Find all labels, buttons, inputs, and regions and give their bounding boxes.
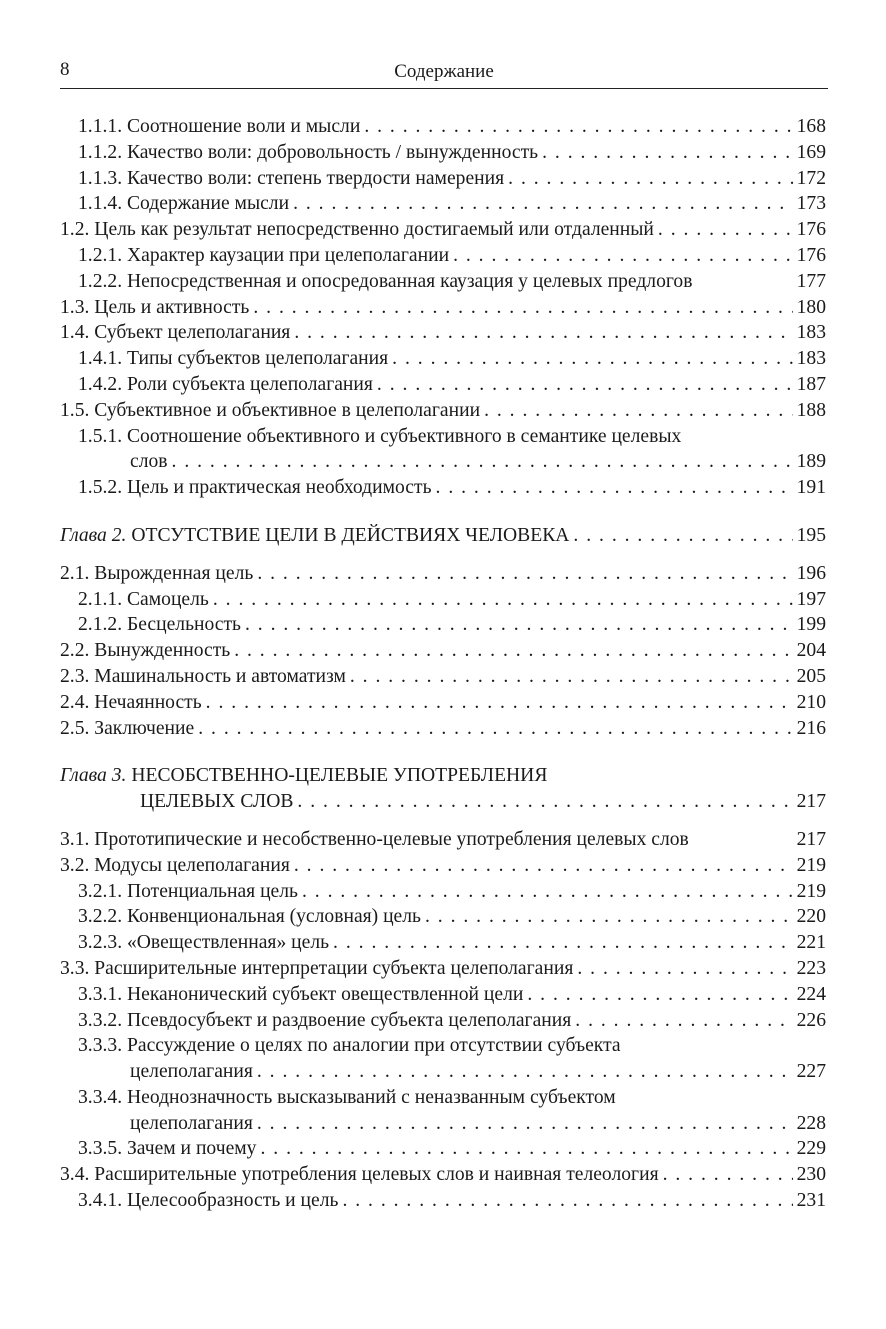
chapter-page: 195	[796, 524, 826, 546]
toc-entry-label: 2.1. Вырожденная цель	[60, 562, 254, 584]
page-number: 8	[60, 59, 70, 80]
toc-entry-label: 2.2. Вынужденность	[60, 640, 231, 662]
toc-entry[interactable]	[60, 140, 826, 166]
toc-entry-label: 3.3.2. Псевдосубъект и раздвоение субъекта целеполагания	[78, 1009, 572, 1031]
chapter-title	[60, 523, 569, 549]
toc-entry-page: 180	[796, 296, 826, 318]
toc-entry-label: 3.3.4. Неоднозначность высказываний с неназванным субъектом	[78, 1086, 616, 1108]
toc-entry-page: 204	[796, 640, 826, 662]
dot-leader	[484, 398, 793, 424]
toc-entry[interactable]	[60, 904, 826, 930]
toc-entry-page: 210	[796, 691, 826, 713]
dot-leader	[257, 1111, 793, 1137]
toc-entry-label: 1.4.2. Роли субъекта целеполагания	[78, 373, 373, 395]
chapter-name: ОТСУТСТВИЕ ЦЕЛИ В ДЕЙСТВИЯХ ЧЕЛОВЕКА	[131, 524, 570, 546]
toc-entry-continuation	[78, 1111, 826, 1137]
toc-entry-page: 173	[796, 193, 826, 215]
toc-entry[interactable]	[60, 1162, 826, 1188]
dot-leader	[508, 166, 792, 192]
toc-entry[interactable]	[60, 612, 826, 638]
toc-entry[interactable]	[60, 346, 826, 372]
toc-entry-label: 3.2.3. «Овеществленная» цель	[78, 932, 330, 954]
toc-entry-page: 230	[796, 1164, 826, 1186]
toc-entry[interactable]	[60, 853, 826, 879]
toc-entry-label: 2.5. Заключение	[60, 717, 195, 739]
toc-entry-page: 176	[796, 219, 826, 241]
toc-entry-label: 1.4.1. Типы субъектов целеполагания	[78, 348, 389, 370]
toc-entry[interactable]	[60, 217, 826, 243]
toc-entry-label-cont: целеполагания	[130, 1061, 253, 1083]
toc-entry-label: 2.3. Машинальность и автоматизм	[60, 665, 346, 687]
toc-entry-page: 177	[796, 270, 826, 292]
chapter-title-continuation	[60, 789, 826, 815]
toc-entry[interactable]	[60, 690, 826, 716]
toc-entry[interactable]	[60, 398, 826, 424]
toc-entry-label: 1.1.2. Качество воли: добровольность / вынужденность	[78, 141, 539, 163]
running-title: Содержание	[394, 61, 494, 82]
toc-entry[interactable]	[60, 827, 826, 853]
toc-entry-page: 188	[796, 399, 826, 421]
toc-entry[interactable]	[60, 1008, 826, 1034]
dot-leader	[257, 1059, 793, 1085]
toc-entry-label: 3.4.1. Целесообразность и цель	[78, 1190, 339, 1212]
toc-entry-label: 1.2.1. Характер каузации при целеполагании	[78, 244, 450, 266]
chapter-name: НЕСОБСТВЕННО-ЦЕЛЕВЫЕ УПОТРЕБЛЕНИЯ	[131, 765, 548, 787]
toc-entry-label: 3.3. Расширительные интерпретации субъекта целеполагания	[60, 957, 574, 979]
dot-leader	[257, 561, 792, 587]
chapter-page: 217	[796, 791, 826, 813]
chapter-heading[interactable]	[60, 763, 826, 815]
table-of-contents	[60, 114, 826, 1214]
toc-entry[interactable]	[60, 982, 826, 1008]
toc-entry-label: 1.1.4. Содержание мысли	[78, 193, 290, 215]
toc-entry[interactable]	[60, 475, 826, 501]
toc-entry-page: 221	[796, 932, 826, 954]
dot-leader	[658, 217, 793, 243]
toc-entry[interactable]	[60, 320, 826, 346]
toc-entry-page: 227	[796, 1061, 826, 1083]
toc-entry-page: 191	[796, 477, 826, 499]
toc-entry[interactable]	[60, 664, 826, 690]
toc-entry-page: 217	[796, 828, 826, 850]
toc-entry-page: 229	[796, 1138, 826, 1160]
toc-entry-label: 1.1.1. Соотношение воли и мысли	[78, 116, 361, 137]
toc-entry[interactable]	[60, 930, 826, 956]
dot-leader	[293, 191, 793, 217]
dot-leader	[198, 716, 792, 742]
toc-entry[interactable]	[60, 372, 826, 398]
toc-entry[interactable]	[60, 1188, 826, 1214]
toc-entry-page: 219	[796, 854, 826, 876]
toc-entry-label: 2.1.1. Самоцель	[78, 588, 209, 610]
toc-entry-label: 3.3.5. Зачем и почему	[78, 1138, 257, 1160]
dot-leader	[542, 140, 793, 166]
toc-entry-page: 187	[796, 373, 826, 395]
toc-entry[interactable]	[60, 561, 826, 587]
toc-entry[interactable]	[60, 243, 826, 269]
toc-entry[interactable]	[60, 191, 826, 217]
chapter-name-cont: ЦЕЛЕВЫХ СЛОВ	[140, 791, 294, 813]
dot-leader	[436, 475, 793, 501]
dot-leader	[294, 320, 792, 346]
toc-entry-label: 1.4. Субъект целеполагания	[60, 322, 291, 344]
dot-leader	[333, 930, 793, 956]
toc-entry-label-cont: целеполагания	[130, 1112, 253, 1134]
toc-entry-label: 1.3. Цель и активность	[60, 296, 250, 318]
dot-leader	[253, 295, 792, 321]
toc-entry-label: 2.4. Нечаянность	[60, 691, 202, 713]
toc-entry-page: 228	[796, 1112, 826, 1134]
toc-entry-wrapped[interactable]	[60, 1033, 826, 1085]
toc-entry[interactable]	[60, 114, 826, 140]
dot-leader	[206, 690, 793, 716]
toc-entry-page: 223	[796, 957, 826, 979]
page-header	[60, 58, 828, 89]
toc-entry-continuation	[78, 449, 826, 475]
toc-entry-page: 183	[796, 348, 826, 370]
toc-entry-label: 3.1. Прототипические и несобственно-целевые употребления целевых слов	[60, 828, 689, 850]
dot-leader	[575, 1008, 792, 1034]
toc-entry-page: 169	[796, 141, 826, 163]
toc-entry-label: 3.2. Модусы целеполагания	[60, 854, 290, 876]
dot-leader	[663, 1162, 793, 1188]
toc-entry[interactable]	[60, 879, 826, 905]
toc-entry[interactable]	[60, 587, 826, 613]
toc-entry-page: 172	[796, 167, 826, 189]
dot-leader	[453, 243, 793, 269]
toc-entry-page: 224	[796, 983, 826, 1005]
dot-leader	[350, 664, 793, 690]
toc-entry-label: 3.2.2. Конвенциональная (условная) цель	[78, 906, 421, 928]
toc-entry-label: 3.2.1. Потенциальная цель	[78, 880, 298, 902]
toc-entry-page: 216	[796, 717, 826, 739]
toc-entry-label: 3.3.3. Рассуждение о целях по аналогии при отсутствии субъекта	[78, 1035, 621, 1057]
dot-leader	[377, 372, 793, 398]
toc-entry[interactable]	[60, 956, 826, 982]
dot-leader	[297, 789, 792, 815]
dot-leader	[260, 1136, 792, 1162]
toc-entry-page: 176	[796, 244, 826, 266]
toc-entry-label: 1.5.2. Цель и практическая необходимость	[78, 477, 432, 499]
dot-leader	[234, 638, 792, 664]
toc-entry-label: 1.1.3. Качество воли: степень твердости намерения	[78, 167, 505, 189]
toc-entry-page: 219	[796, 880, 826, 902]
toc-entry-label-cont: слов	[130, 451, 168, 473]
toc-entry-label: 1.2. Цель как результат непосредственно достигаемый или отдаленный	[60, 219, 654, 241]
chapter-title	[60, 763, 826, 789]
toc-entry-label: 1.5. Субъективное и объективное в целеполагании	[60, 399, 481, 421]
dot-leader	[392, 346, 792, 372]
toc-entry-page: 226	[796, 1009, 826, 1031]
toc-entry[interactable]	[60, 295, 826, 321]
dot-leader	[425, 904, 793, 930]
chapter-heading[interactable]	[60, 523, 826, 549]
chapter-prefix: Глава 2.	[60, 524, 127, 546]
toc-entry-page: 183	[796, 322, 826, 344]
toc-entry-page: 196	[796, 562, 826, 584]
toc-entry[interactable]	[60, 269, 826, 295]
toc-entry-continuation	[78, 1059, 826, 1085]
toc-entry-label: 3.4. Расширительные употребления целевых слов и наивная телеология	[60, 1164, 659, 1186]
dot-leader	[364, 114, 792, 140]
dot-leader	[302, 879, 793, 905]
toc-entry-page: 197	[796, 588, 826, 610]
toc-entry-wrapped[interactable]	[60, 424, 826, 476]
dot-leader	[172, 449, 793, 475]
toc-entry-label: 1.5.1. Соотношение объективного и субъективного в семантике целевых	[78, 425, 682, 447]
dot-leader	[245, 612, 793, 638]
dot-leader	[213, 587, 793, 613]
toc-entry-page: 231	[796, 1190, 826, 1212]
toc-entry-wrapped[interactable]	[60, 1085, 826, 1137]
toc-entry-page: 199	[796, 614, 826, 636]
toc-entry-label: 1.2.2. Непосредственная и опосредованная каузация у целевых предлогов	[78, 270, 693, 292]
dot-leader	[294, 853, 793, 879]
dot-leader	[573, 523, 792, 549]
dot-leader	[577, 956, 792, 982]
toc-entry-label: 3.3.1. Неканонический субъект овеществленной цели	[78, 983, 524, 1005]
toc-entry[interactable]	[60, 1136, 826, 1162]
toc-entry[interactable]	[60, 166, 826, 192]
dot-leader	[527, 982, 792, 1008]
toc-entry-page: 168	[796, 116, 826, 137]
toc-entry-page: 205	[796, 665, 826, 687]
toc-entry[interactable]	[60, 638, 826, 664]
toc-entry-page: 189	[796, 451, 826, 473]
dot-leader	[342, 1188, 792, 1214]
toc-entry[interactable]	[60, 716, 826, 742]
toc-entry-label: 2.1.2. Бесцельность	[78, 614, 241, 636]
toc-entry-page: 220	[796, 906, 826, 928]
chapter-prefix: Глава 3.	[60, 765, 127, 787]
